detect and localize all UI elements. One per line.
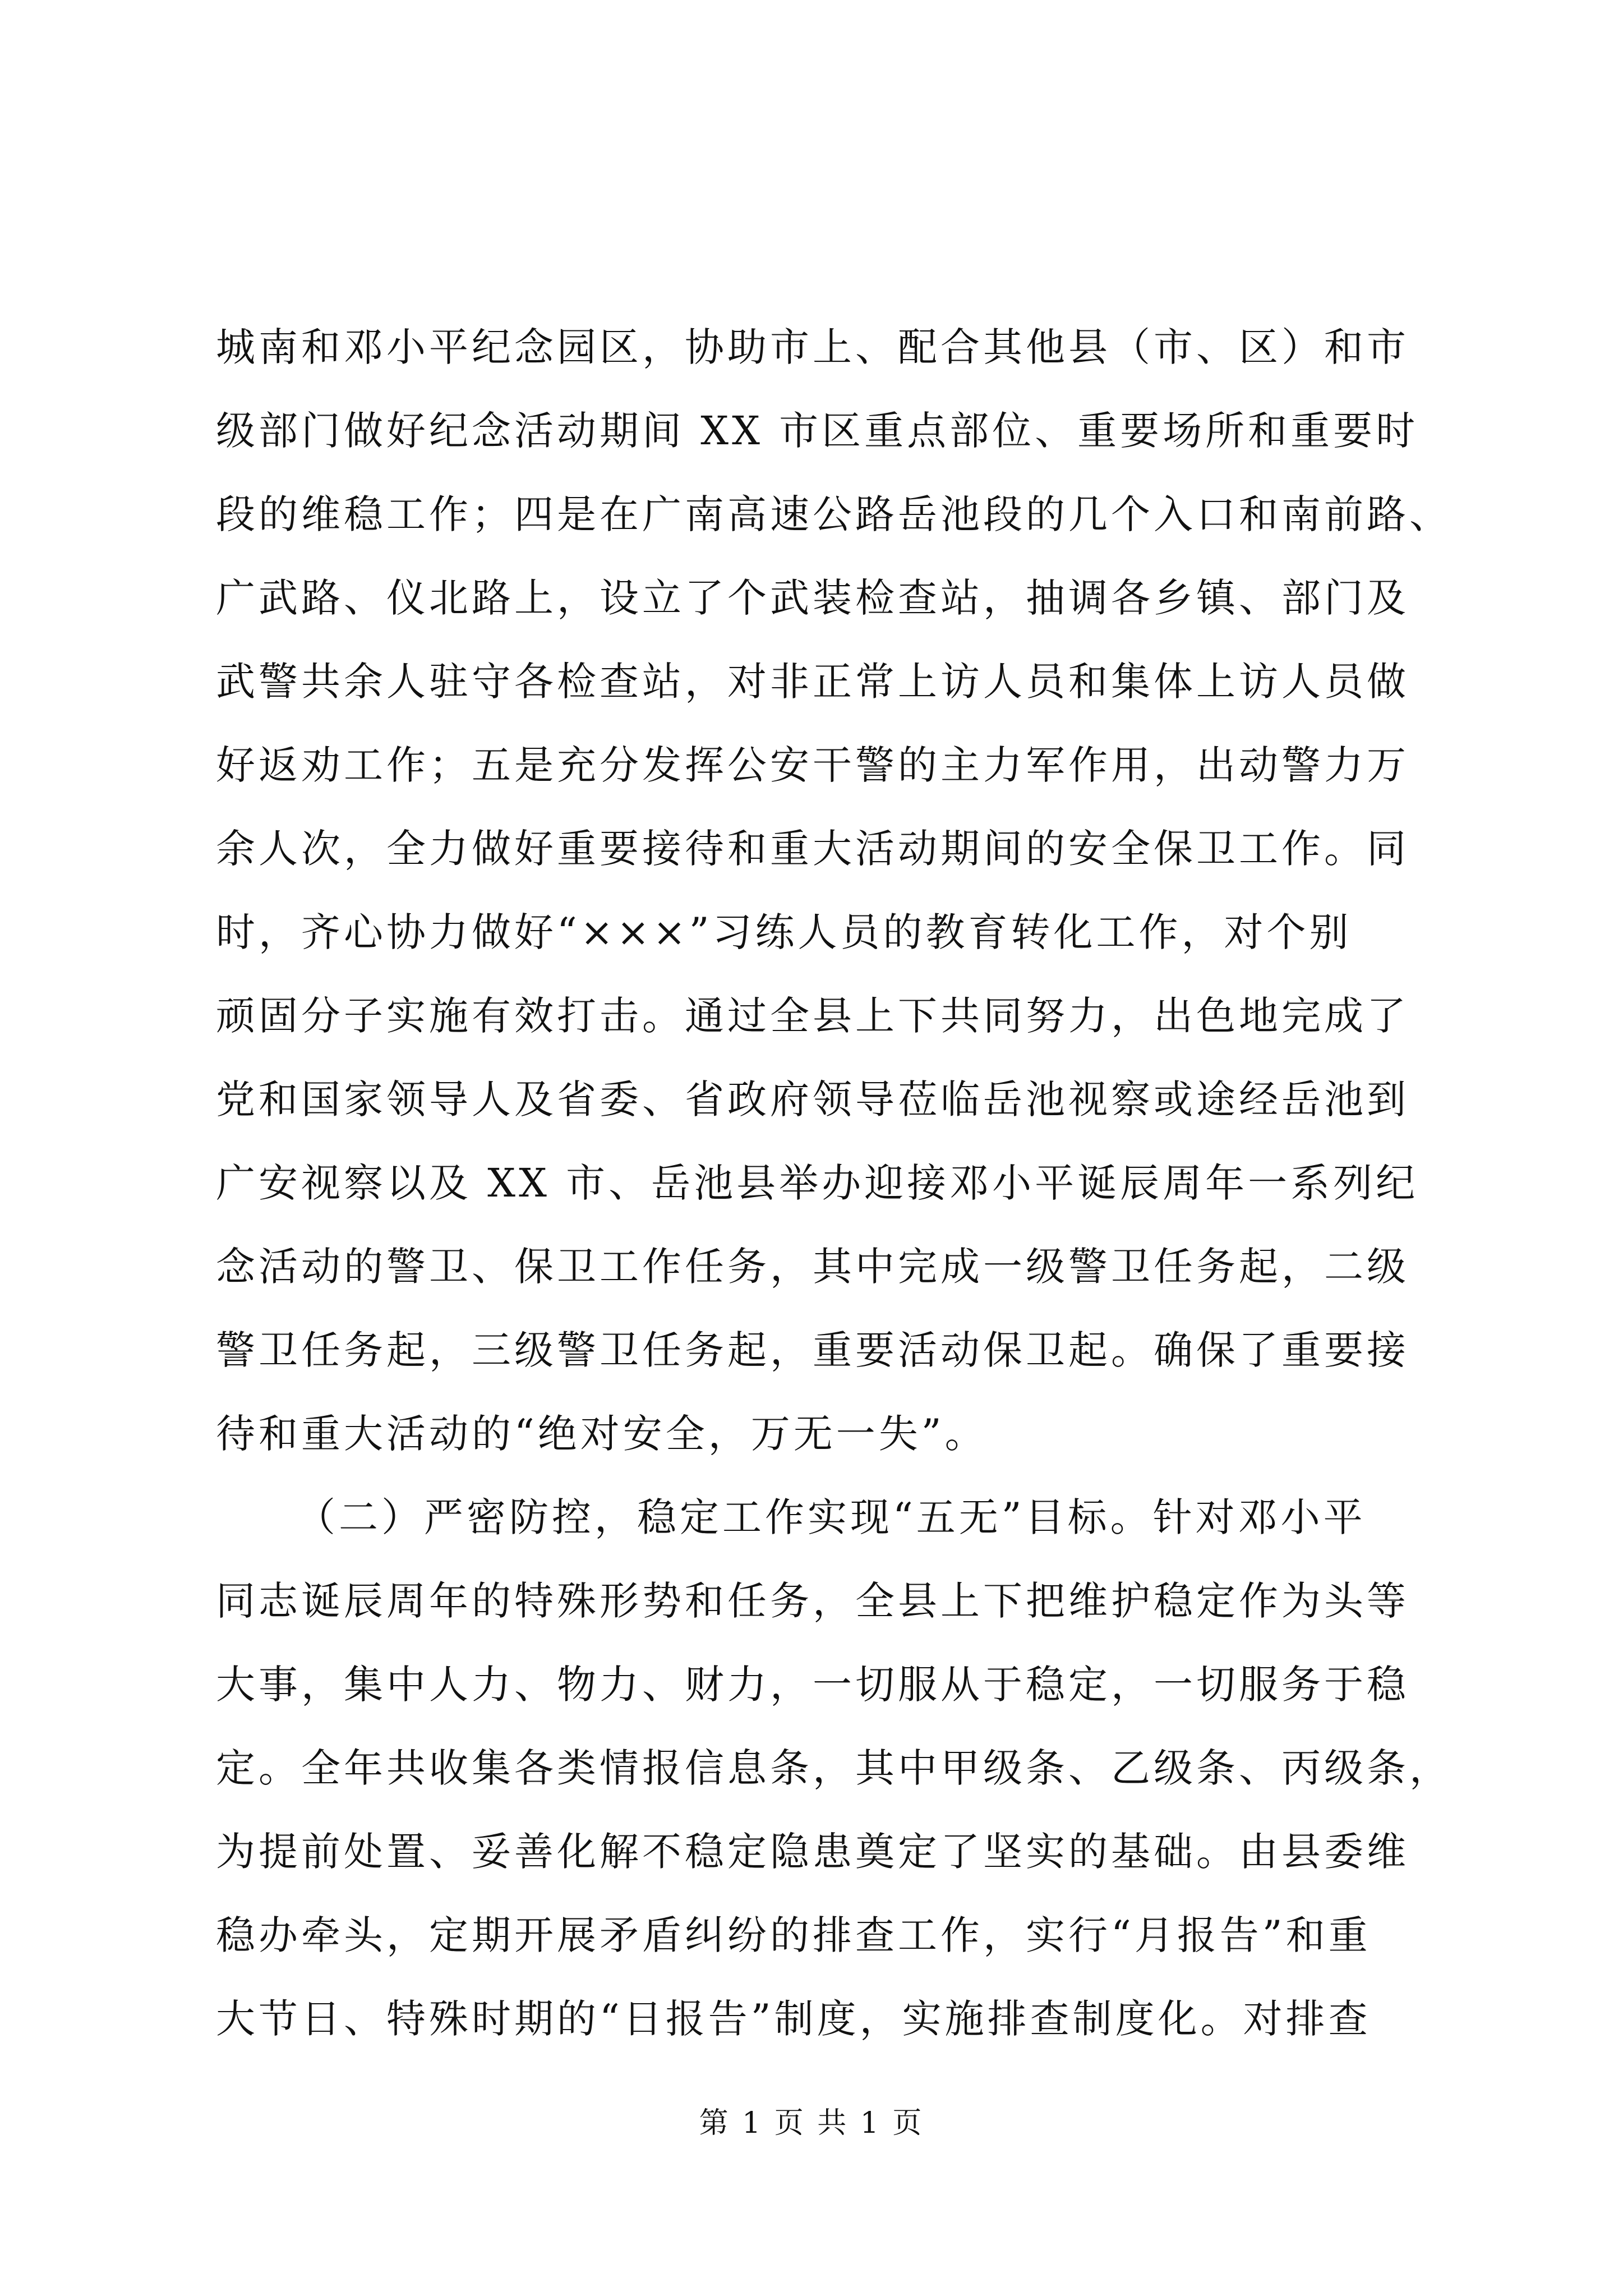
text-line: 警卫任务起，三级警卫任务起，重要活动保卫起。确保了重要接: [216, 1327, 1409, 1373]
text-line: 大事，集中人力、物力、财力，一切服从于稳定，一切服务于稳: [216, 1662, 1409, 1708]
text-line: 同志诞辰周年的特殊形势和任务，全县上下把维护稳定作为头等: [216, 1578, 1409, 1624]
text-line: 级部门做好纪念活动期间 XX 市区重点部位、重要场所和重要时: [216, 408, 1419, 454]
text-line: 大节日、特殊时期的“日报告”制度，实施排查制度化。对排查: [216, 1996, 1371, 2042]
section-heading-line: （二）严密防控，稳定工作实现“五无”目标。针对邓小平: [296, 1494, 1366, 1540]
text-line: 党和国家领导人及省委、省政府领导莅临岳池视察或途经岳池到: [216, 1076, 1409, 1122]
text-line: 待和重大活动的“绝对安全，万无一失”。: [216, 1411, 988, 1457]
body-text: [216, 306, 1452, 2061]
text-line: 广安视察以及 XX 市、岳池县举办迎接邓小平诞辰周年一系列纪: [216, 1160, 1419, 1206]
text-line: 武警共余人驻守各检查站，对非正常上访人员和集体上访人员做: [216, 659, 1409, 705]
text-line: 为提前处置、妥善化解不稳定隐患奠定了坚实的基础。由县委维: [216, 1829, 1409, 1875]
text-line: 顽固分子实施有效打击。通过全县上下共同努力，出色地完成了: [216, 993, 1409, 1039]
text-line: 定。全年共收集各类情报信息条，其中甲级条、乙级条、丙级条，: [216, 1745, 1452, 1791]
text-line: 稳办牵头，定期开展矛盾纠纷的排查工作，实行“月报告”和重: [216, 1912, 1371, 1958]
text-line: 念活动的警卫、保卫工作任务，其中完成一级警卫任务起，二级: [216, 1244, 1409, 1290]
page-footer: 第 1 页 共 1 页: [699, 2106, 924, 2140]
text-line: 好返劝工作；五是充分发挥公安干警的主力军作用，出动警力万: [216, 742, 1409, 788]
text-line: 广武路、仪北路上，设立了个武装检查站，抽调各乡镇、部门及: [216, 575, 1409, 621]
text-line: 城南和邓小平纪念园区，协助市上、配合其他县（市、区）和市: [216, 324, 1409, 370]
text-line: 时，齐心协力做好“×××”习练人员的教育转化工作，对个别: [216, 909, 1352, 955]
text-line: 余人次，全力做好重要接待和重大活动期间的安全保卫工作。同: [216, 826, 1409, 872]
text-line: 段的维稳工作；四是在广南高速公路岳池段的几个入口和南前路、: [216, 491, 1452, 537]
